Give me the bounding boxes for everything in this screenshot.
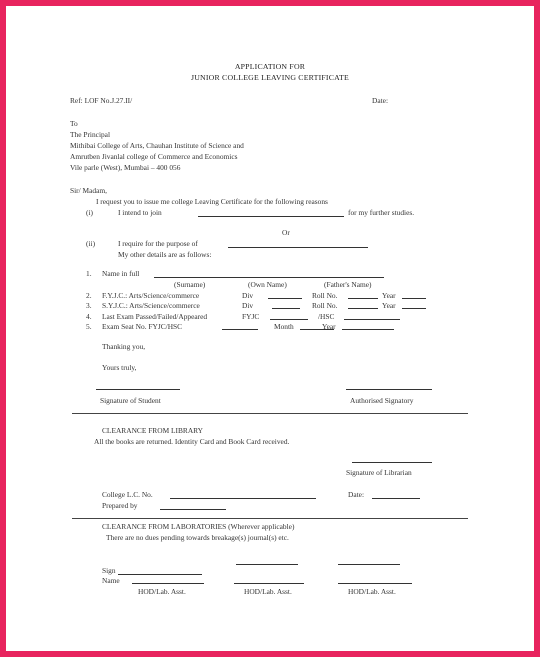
row3-year-field[interactable] <box>402 308 426 309</box>
ref-number: Ref: LOF No.J.27.II/ <box>70 96 133 105</box>
row3-div-label: Div <box>242 301 254 310</box>
lab-name-line-1[interactable] <box>132 583 204 584</box>
title-line-2: JUNIOR COLLEGE LEAVING CERTIFICATE <box>190 73 349 82</box>
own-name-caption: (Own Name) <box>248 280 287 289</box>
application-page <box>6 6 534 651</box>
student-signature-label: Signature of Student <box>100 396 161 405</box>
reason-i-text: I intend to join <box>118 208 162 217</box>
lab-name-line-3[interactable] <box>338 583 412 584</box>
lab-name-line-2[interactable] <box>234 583 304 584</box>
address-line-4: Vile parle (West), Mumbai – 400 056 <box>70 163 181 172</box>
name-field[interactable] <box>154 277 384 278</box>
lab-sign-line-2a[interactable] <box>236 564 298 565</box>
title-line-1: APPLICATION FOR <box>234 62 306 71</box>
lc-date-label: Date: <box>348 490 365 499</box>
salutation: Sir/ Madam, <box>70 186 107 195</box>
address-line-2: Mithibai College of Arts, Chauhan Institute of Science and <box>70 141 244 150</box>
reason-i-suffix: for my further studies. <box>348 208 415 217</box>
row4-number: 4. <box>86 312 92 321</box>
row2-div-field[interactable] <box>268 298 302 299</box>
row3-roll-label: Roll No. <box>312 301 338 310</box>
lab-sign-line-3a[interactable] <box>338 564 400 565</box>
authorised-signature-label: Authorised Signatory <box>350 396 414 405</box>
section-divider-1 <box>72 413 468 414</box>
row3-label: S.Y.J.C.: Arts/Science/commerce <box>102 301 200 310</box>
row5-month-label: Month <box>274 322 294 331</box>
or-label: Or <box>282 228 290 237</box>
hod-label-3: HOD/Lab. Asst. <box>348 587 396 596</box>
college-lc-label: College L.C. No. <box>102 490 153 499</box>
address-line-3: Amrutben Jivanlal college of Commerce and Economics <box>70 152 238 161</box>
hod-label-1: HOD/Lab. Asst. <box>138 587 186 596</box>
authorised-signature-line[interactable] <box>346 389 432 390</box>
lc-date-field[interactable] <box>372 498 420 499</box>
date-label: Date: <box>372 96 389 105</box>
row5-number: 5. <box>86 322 92 331</box>
row2-div-label: Div <box>242 291 254 300</box>
row5-label: Exam Seat No. FYJC/HSC <box>102 322 183 331</box>
address-line-1: The Principal <box>70 130 111 139</box>
prepared-by-field[interactable] <box>160 509 226 510</box>
reason-i-blank[interactable] <box>198 216 344 217</box>
row2-roll-field[interactable] <box>348 298 378 299</box>
name-number: 1. <box>86 269 92 278</box>
row4-hsc-label: /HSC <box>318 312 335 321</box>
row4-fyjc-label: FYJC <box>242 312 260 321</box>
fathers-name-caption: (Father's Name) <box>324 280 372 289</box>
library-clearance-text: All the books are returned. Identity Card and Book Card received. <box>94 437 290 446</box>
reason-ii-blank[interactable] <box>228 247 368 248</box>
row5-year-field[interactable] <box>342 329 394 330</box>
row4-hsc-field[interactable] <box>344 319 400 320</box>
reason-i-number: (i) <box>86 208 93 217</box>
row5-year-label: Year <box>322 322 336 331</box>
librarian-signature-line[interactable] <box>352 462 432 463</box>
row2-year-label: Year <box>382 291 396 300</box>
yours-truly: Yours truly, <box>102 363 137 372</box>
name-label-lab: Name <box>102 576 120 585</box>
name-label: Name in full <box>102 269 140 278</box>
lab-clearance-text: There are no dues pending towards breakage(s) journal(s) etc. <box>106 533 289 542</box>
library-clearance-heading: CLEARANCE FROM LIBRARY <box>102 426 204 435</box>
row4-label: Last Exam Passed/Failed/Appeared <box>102 312 208 321</box>
row3-roll-field[interactable] <box>348 308 378 309</box>
thanking-you: Thanking you, <box>102 342 146 351</box>
reason-ii-text: I require for the purpose of <box>118 239 198 248</box>
sign-label: Sign <box>102 566 116 575</box>
details-line: My other details are as follows: <box>118 250 212 259</box>
row2-label: F.Y.J.C.: Arts/Science/commerce <box>102 291 200 300</box>
lab-sign-line-1[interactable] <box>118 574 202 575</box>
student-signature-line[interactable] <box>96 389 180 390</box>
request-line: I request you to issue me college Leaving Certificate for the following reasons <box>96 197 328 206</box>
surname-caption: (Surname) <box>174 280 206 289</box>
reason-ii-number: (ii) <box>86 239 96 248</box>
librarian-signature-label: Signature of Librarian <box>346 468 412 477</box>
row2-number: 2. <box>86 291 92 300</box>
address-to: To <box>70 119 78 128</box>
hod-label-2: HOD/Lab. Asst. <box>244 587 292 596</box>
row4-fyjc-field[interactable] <box>270 319 308 320</box>
section-divider-2 <box>72 518 468 519</box>
row3-div-field[interactable] <box>272 308 300 309</box>
lab-clearance-heading: CLEARANCE FROM LABORATORIES (Wherever applicable) <box>102 522 295 531</box>
row2-year-field[interactable] <box>402 298 426 299</box>
prepared-by-label: Prepared by <box>102 501 138 510</box>
row2-roll-label: Roll No. <box>312 291 338 300</box>
row3-number: 3. <box>86 301 92 310</box>
row3-year-label: Year <box>382 301 396 310</box>
row5-seat-field[interactable] <box>222 329 258 330</box>
college-lc-field[interactable] <box>170 498 316 499</box>
